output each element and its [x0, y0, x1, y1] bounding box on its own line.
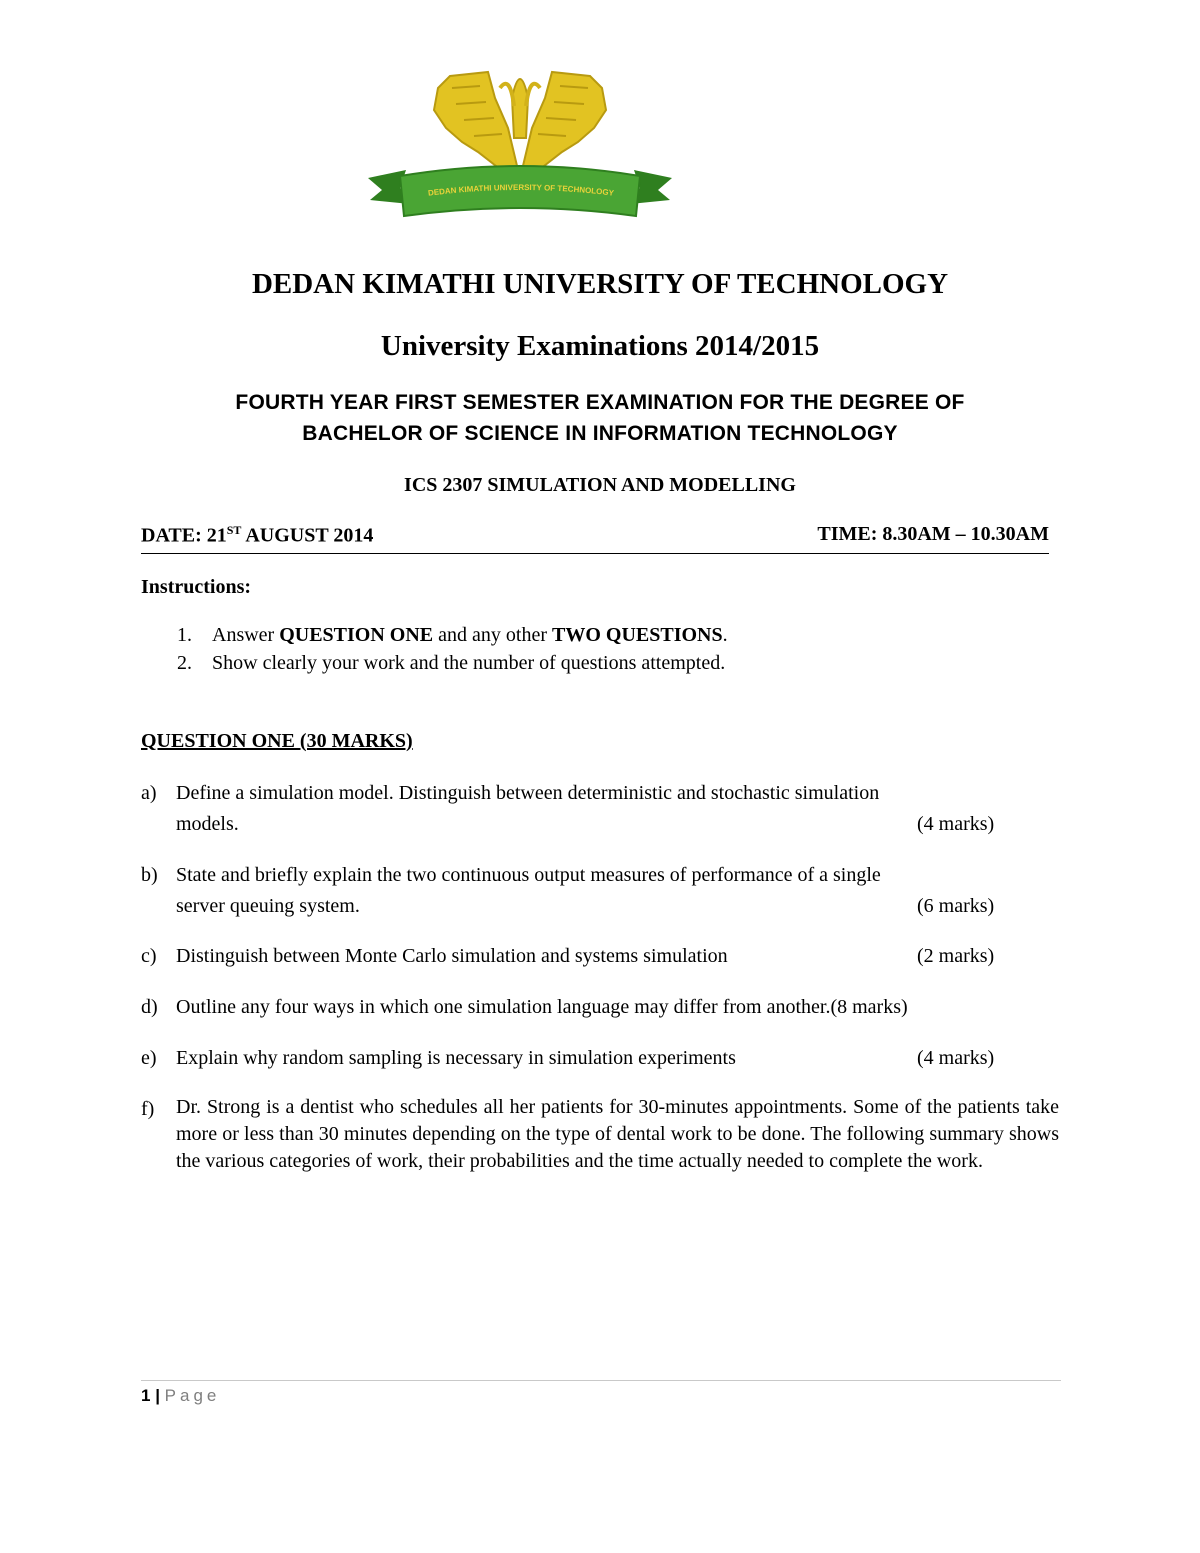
marks-label: (4 marks): [917, 1047, 995, 1069]
page-label: Page: [164, 1386, 221, 1405]
instructions-heading: Instructions:: [141, 576, 252, 598]
exam-year: University Examinations 2014/2015: [380, 330, 820, 362]
question-item-d: d) Outline any four ways in which one simulation language may differ from another.(8 marks): [141, 996, 908, 1018]
instruction-item: 1. Answer QUESTION ONE and any other TWO QUESTIONS.: [177, 624, 728, 646]
date-time-row: [141, 523, 1049, 554]
university-title: DEDAN KIMATHI UNIVERSITY OF TECHNOLOGY: [251, 268, 949, 300]
question-item-b: b) State and briefly explain the two continuous output measures of performance of a single server queuing system. (6 marks): [141, 860, 1061, 922]
marks-label: (2 marks): [917, 945, 995, 967]
question-item-f: f) Dr. Strong is a dentist who schedules all her patients for 30-minutes appointments. Some of the patients take more or less than 30 minutes depending on the type of dental work to be done. The following summary shows the various categories of work, their probabilities and the time actually needed to complete the work.: [141, 1096, 1059, 1172]
marks-label: (6 marks): [917, 895, 995, 917]
page-footer: 1 | Page: [141, 1386, 221, 1405]
question-item-c: c) Distinguish between Monte Carlo simulation and systems simulation (2 marks): [141, 941, 1061, 972]
university-logo: [360, 58, 680, 230]
university-crest-icon: [360, 58, 680, 230]
course-title: ICS 2307 SIMULATION AND MODELLING: [404, 474, 796, 496]
question-one-heading: QUESTION ONE (30 MARKS): [141, 730, 413, 752]
degree-line-1: FOURTH YEAR FIRST SEMESTER EXAMINATION FOR THE DEGREE OF: [235, 391, 965, 414]
logo-ribbon-text: DEDAN KIMATHI UNIVERSITY OF TECHNOLOGY: [427, 182, 615, 198]
marks-label: (4 marks): [917, 813, 995, 835]
instruction-item: 2. Show clearly your work and the number of questions attempted.: [177, 652, 726, 674]
page-number: 1: [141, 1386, 151, 1405]
exam-time: TIME: 8.30AM – 10.30AM: [817, 523, 1049, 545]
footer-divider: [141, 1380, 1061, 1381]
exam-date: DATE: 21ST AUGUST 2014: [141, 523, 374, 547]
question-item-e: e) Explain why random sampling is necessary in simulation experiments (4 marks): [141, 1043, 1061, 1074]
degree-line-2: BACHELOR OF SCIENCE IN INFORMATION TECHNOLOGY: [302, 422, 898, 445]
question-item-a: a) Define a simulation model. Distinguish between deterministic and stochastic simulation models. (4 marks): [141, 778, 1061, 840]
